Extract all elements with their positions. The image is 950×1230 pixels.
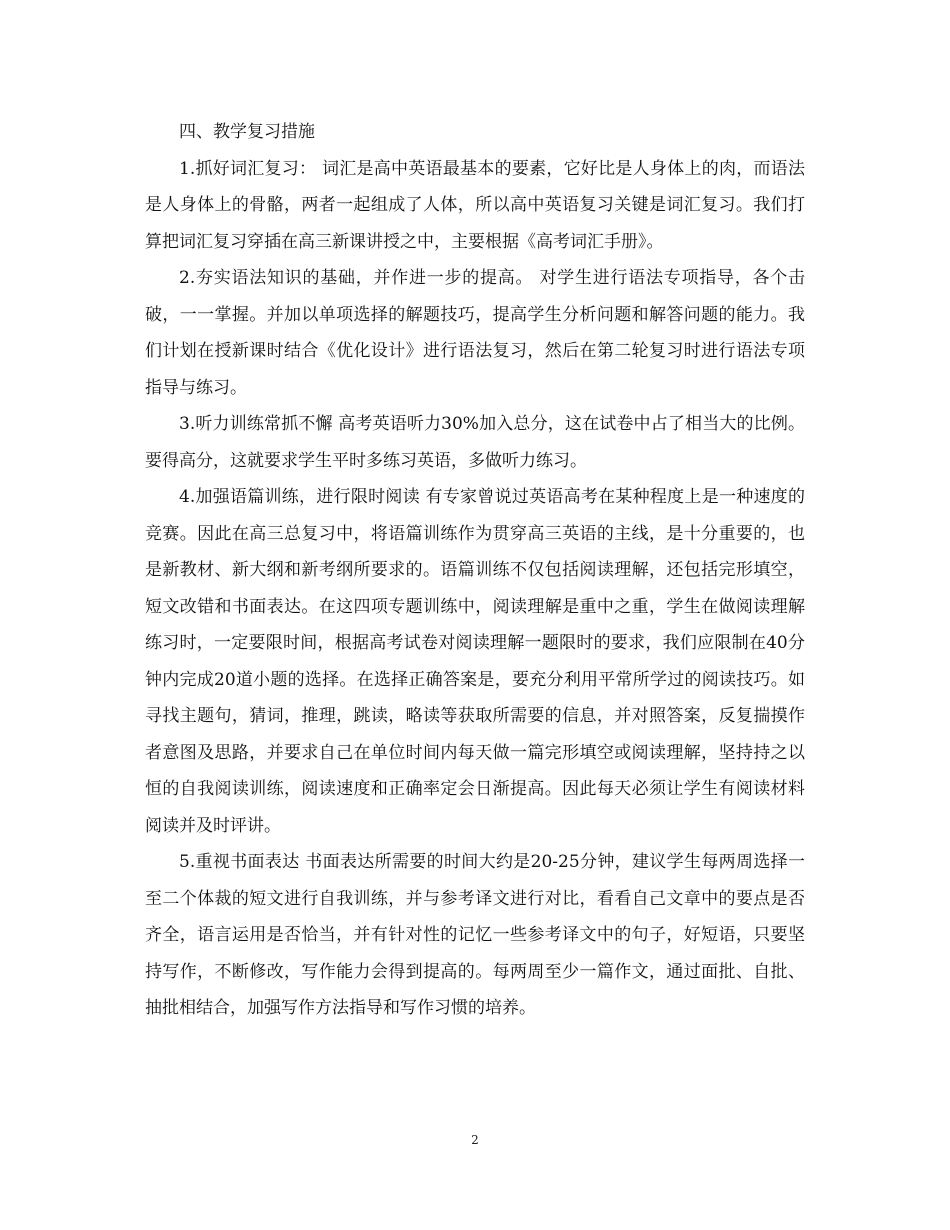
paragraph-reading: 4.加强语篇训练，进行限时阅读 有专家曾说过英语高考在某种程度上是一种速度的竞赛。因此在高三总复习中，将语篇训练作为贯穿高三英语的主线，是十分重要的，也是新教材、新大纲和新考纲所要求的。语篇训练不仅包括阅读理解，还包括完形填空，短文改错和书面表达。在这四项专题训练中，阅读理解是重中之重，学生在做阅读理解练习时，一定要限时间，根据高考试卷对阅读理解一题限时的要求，我们应限制在40分钟内完成20道小题的选择。在选择正确答案是，要充分利用平常所学过的阅读技巧。如寻找主题句，猜词，推理，跳读，略读等获取所需要的信息，并对照答案，反复揣摸作者意图及思路，并要求自己在单位时间内每天做一篇完形填空或阅读理解，坚持持之以恒的自我阅读训练，阅读速度和正确率定会日渐提高。因此每天必须让学生有阅读材料阅读并及时评讲。 bbox=[145, 487, 805, 836]
paragraph-grammar: 2.夯实语法知识的基础，并作进一步的提高。 对学生进行语法专项指导，各个击破，一一掌握。并加以单项选择的解题技巧，提高学生分析问题和解答问题的能力。我们计划在授新课时结合《优化设计》进行语法复习，然后在第二轮复习时进行语法专项指导与练习。 bbox=[145, 268, 805, 398]
page-number: 2 bbox=[471, 1133, 479, 1147]
paragraph-writing: 5.重视书面表达 书面表达所需要的时间大约是20-25分钟，建议学生每两周选择一至二个体裁的短文进行自我训练，并与参考译文进行对比，看看自己文章中的要点是否齐全，语言运用是否恰当，并有针对性的记忆一些参考译文中的句子，好短语，只要坚持写作，不断修改，写作能力会得到提高的。每两周至少一篇作文，通过面批、自批、抽批相结合，加强写作方法指导和写作习惯的培养。 bbox=[145, 852, 805, 1018]
document-body bbox=[145, 114, 805, 1027]
paragraph-vocabulary: 1.抓好词汇复习： 词汇是高中英语最基本的要素，它好比是人身体上的肉，而语法是人身体上的骨骼，两者一起组成了人体，所以高中英语复习关键是词汇复习。我们打算把词汇复习穿插在高三新课讲授之中，主要根据《高考词汇手册》。 bbox=[145, 158, 805, 252]
paragraph-listening: 3.听力训练常抓不懈 高考英语听力30%加入总分，这在试卷中占了相当大的比例。要得高分，这就要求学生平时多练习英语，多做听力练习。 bbox=[145, 414, 805, 471]
section-heading: 四、教学复习措施 bbox=[179, 122, 315, 142]
